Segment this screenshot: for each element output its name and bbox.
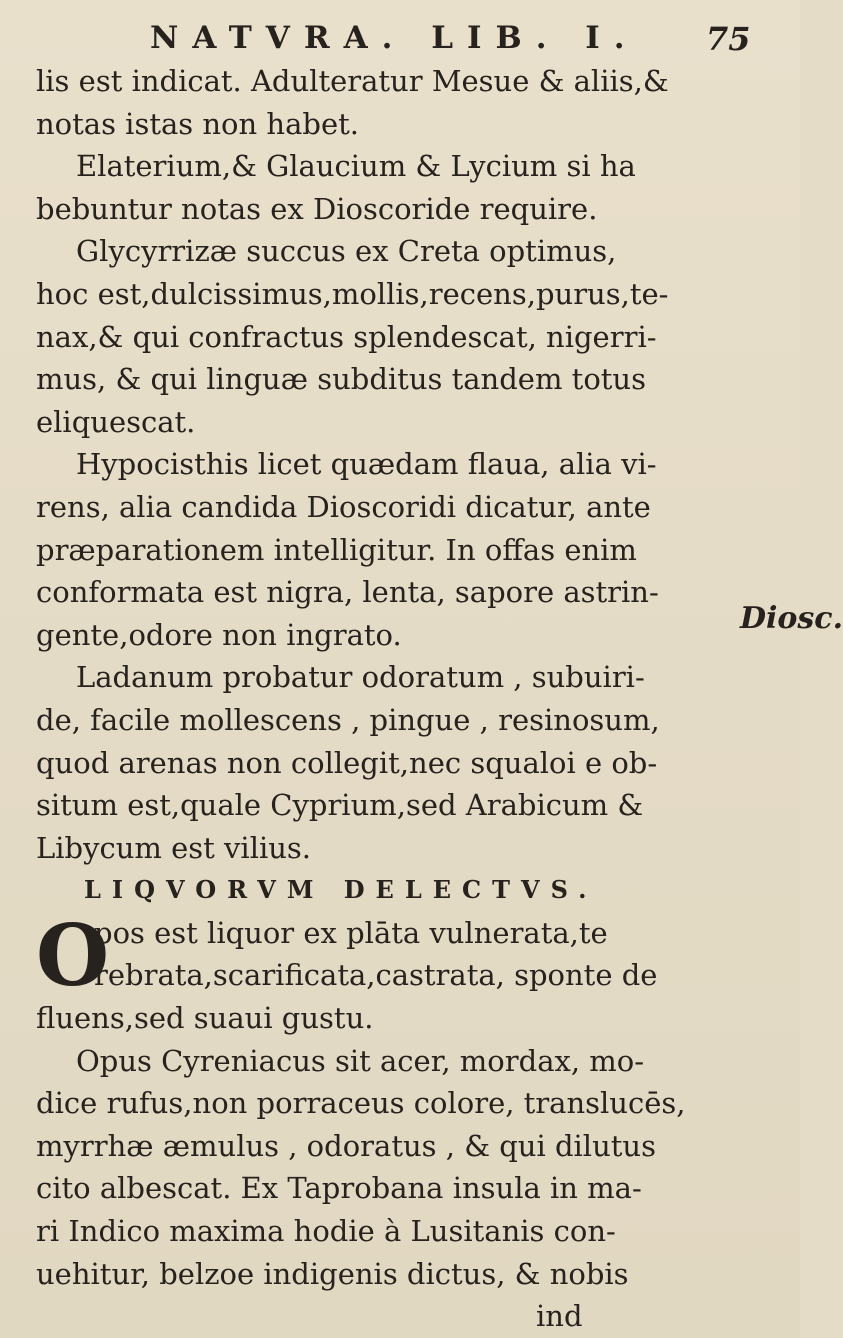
text-line: eliquescat. (36, 404, 196, 439)
text-line: cito albescat. Ex Taprobana insula in ma- (36, 1171, 642, 1206)
running-title: NATVRA. LIB. I. (150, 20, 639, 56)
text-line: Hypocisthis licet quædam flaua, alia vi- (76, 447, 657, 482)
text-line: Ladanum probatur odoratum , subuiri- (76, 660, 645, 695)
page-header (0, 14, 800, 58)
text-line: Opus Cyreniacus sit acer, mordax, mo- (76, 1043, 645, 1078)
text-line: Glycyrrizæ succus ex Creta optimus, (76, 234, 617, 269)
text-line: myrrhæ æmulus , odoratus , & qui dilutus (36, 1128, 656, 1163)
text-line: rens, alia candida Dioscoridi dicatur, ante (36, 489, 651, 524)
text-line: rebrata,scarificata,castrata, sponte de (94, 958, 658, 993)
text-line: ri Indico maxima hodie à Lusitanis con- (36, 1214, 616, 1249)
page-number: 75 (706, 20, 751, 58)
text-line: fluens,sed suaui gustu. (36, 1001, 374, 1036)
body-text (36, 60, 736, 1338)
text-line: situm est,quale Cyprium,sed Arabicum & (36, 788, 644, 823)
text-line: nax,& qui confractus splendescat, nigerri- (36, 319, 657, 354)
text-line: Elaterium,& Glaucium & Lycium si ha (76, 149, 636, 184)
text-line: Libycum est vilius. (36, 830, 312, 865)
text-line: dice rufus,non porraceus colore, translucēs, (36, 1086, 686, 1121)
text-line: quod arenas non collegit,nec squaloi e ob- (36, 745, 658, 780)
text-line-content: pos est liquor ex plāta vulnerata,te (94, 915, 608, 950)
margin-note: Diosc. (740, 601, 843, 636)
section-heading: LIQVORVM DELECTVS. (84, 875, 598, 905)
text-line: gente,odore non ingrato. (36, 617, 402, 652)
text-line: de, facile mollescens , pingue , resinosum, (36, 702, 660, 737)
text-line: lis est indicat. Adulteratur Mesue & aliis,& (36, 64, 669, 98)
text-line: conformata est nigra, lenta, sapore astrin- (36, 575, 659, 610)
text-line: bebuntur notas ex Dioscoride require. (36, 191, 598, 226)
text-line: notas istas non habet. (36, 106, 359, 141)
text-line: mus, & qui linguæ subditus tandem totus (36, 362, 646, 397)
catchword: ind (536, 1299, 583, 1334)
drop-cap: O (36, 905, 110, 1005)
text-line: hoc est,dulcissimus,mollis,recens,purus,te- (36, 276, 669, 311)
text-line: præparationem intelligitur. In offas enim (36, 532, 637, 567)
text-line: uehitur, belzoe indigenis dictus, & nobis (36, 1256, 629, 1291)
